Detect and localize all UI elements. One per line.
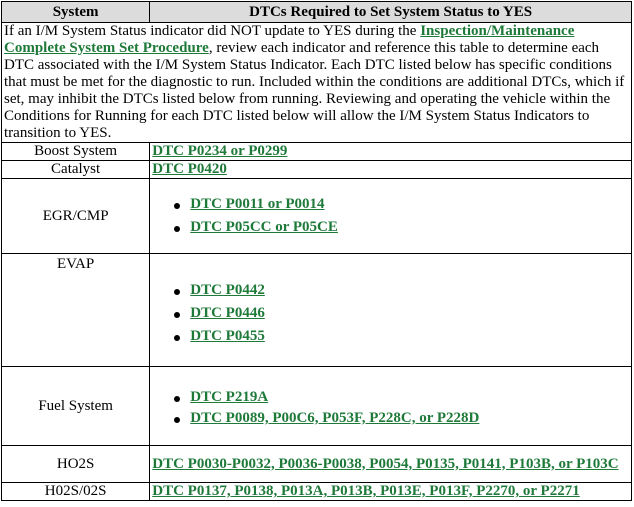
header-dtcs: DTCs Required to Set System Status to YES (150, 2, 632, 23)
list-item (190, 299, 629, 322)
list-item (190, 276, 629, 299)
dtc-cell-h02s02s (150, 483, 632, 501)
list-item (190, 196, 629, 213)
im-procedure-link[interactable]: Inspection/Maintenance Complete System Set Procedure (4, 23, 575, 56)
table-row (2, 367, 632, 446)
dtc-link-ho2s[interactable]: DTC P0030-P0032, P0036-P0038, P0054, P0135, P0141, P103B, or P103C (152, 455, 619, 472)
system-boost: Boost System (2, 143, 150, 161)
table-row (2, 446, 632, 483)
system-fuel: Fuel System (2, 367, 150, 446)
dtc-cell-evap (150, 254, 632, 367)
header-system: System (2, 2, 150, 23)
bullet-icon (174, 226, 180, 232)
list-item (190, 406, 629, 427)
dtc-list-evap (152, 276, 629, 345)
list-item (190, 385, 629, 406)
list-item (190, 322, 629, 345)
bullet-icon (174, 396, 180, 402)
dtc-link-evap-3[interactable]: DTC P0455 (190, 327, 265, 344)
dtc-cell-boost (150, 143, 632, 161)
bullet-icon (174, 335, 180, 341)
system-ho2s: HO2S (2, 446, 150, 483)
intro-text-before: If an I/M System Status indicator did NOT update to YES during the (4, 23, 421, 39)
dtc-link-evap-2[interactable]: DTC P0446 (190, 304, 265, 321)
bullet-icon (174, 417, 180, 423)
dtc-link-evap-1[interactable]: DTC P0442 (190, 281, 265, 298)
table-row (2, 161, 632, 179)
table-row (2, 179, 632, 254)
dtc-link-fuel-1[interactable]: DTC P219A (190, 389, 269, 405)
table-row (2, 254, 632, 367)
dtc-cell-ho2s (150, 446, 632, 483)
dtc-link-fuel-2[interactable]: DTC P0089, P00C6, P053F, P228C, or P228D (190, 410, 480, 426)
dtc-cell-fuel (150, 367, 632, 446)
bullet-icon (174, 203, 180, 209)
dtc-link-h02s02s[interactable]: DTC P0137, P0138, P013A, P013B, P013E, P013F, P2270, or P2271 (152, 483, 580, 499)
dtc-link-boost[interactable]: DTC P0234 or P0299 (152, 143, 288, 159)
dtc-link-egr-1[interactable]: DTC P0011 or P0014 (190, 196, 325, 212)
intro-row (2, 23, 632, 143)
dtc-system-status-table (1, 1, 632, 501)
system-egr: EGR/CMP (2, 179, 150, 254)
dtc-link-egr-2[interactable]: DTC P05CC or P05CE (190, 219, 338, 235)
system-h02s02s: H02S/02S (2, 483, 150, 501)
system-evap: EVAP (2, 254, 150, 367)
table-row (2, 483, 632, 501)
dtc-list-egr (152, 196, 629, 236)
table-row (2, 143, 632, 161)
intro-text-after: , review each indicator and reference this table to determine each DTC associated with the I/M System Status Indicator. Each DTC listed below has specific conditions that must be met for the diagnostic to run. Included within the conditions are additional DTCs, which if set, may inhibit the DTCs listed below from running. Reviewing and operating the vehicle within the Conditions for Running for each DTC listed below will allow the I/M System Status Indicators to transition to YES. (4, 40, 625, 141)
dtc-cell-egr (150, 179, 632, 254)
dtc-link-catalyst[interactable]: DTC P0420 (152, 161, 227, 177)
list-item (190, 213, 629, 236)
table-header-row (2, 2, 632, 23)
intro-text (2, 23, 632, 143)
dtc-cell-catalyst (150, 161, 632, 179)
dtc-list-fuel (152, 385, 629, 427)
bullet-icon (174, 312, 180, 318)
bullet-icon (174, 289, 180, 295)
system-catalyst: Catalyst (2, 161, 150, 179)
